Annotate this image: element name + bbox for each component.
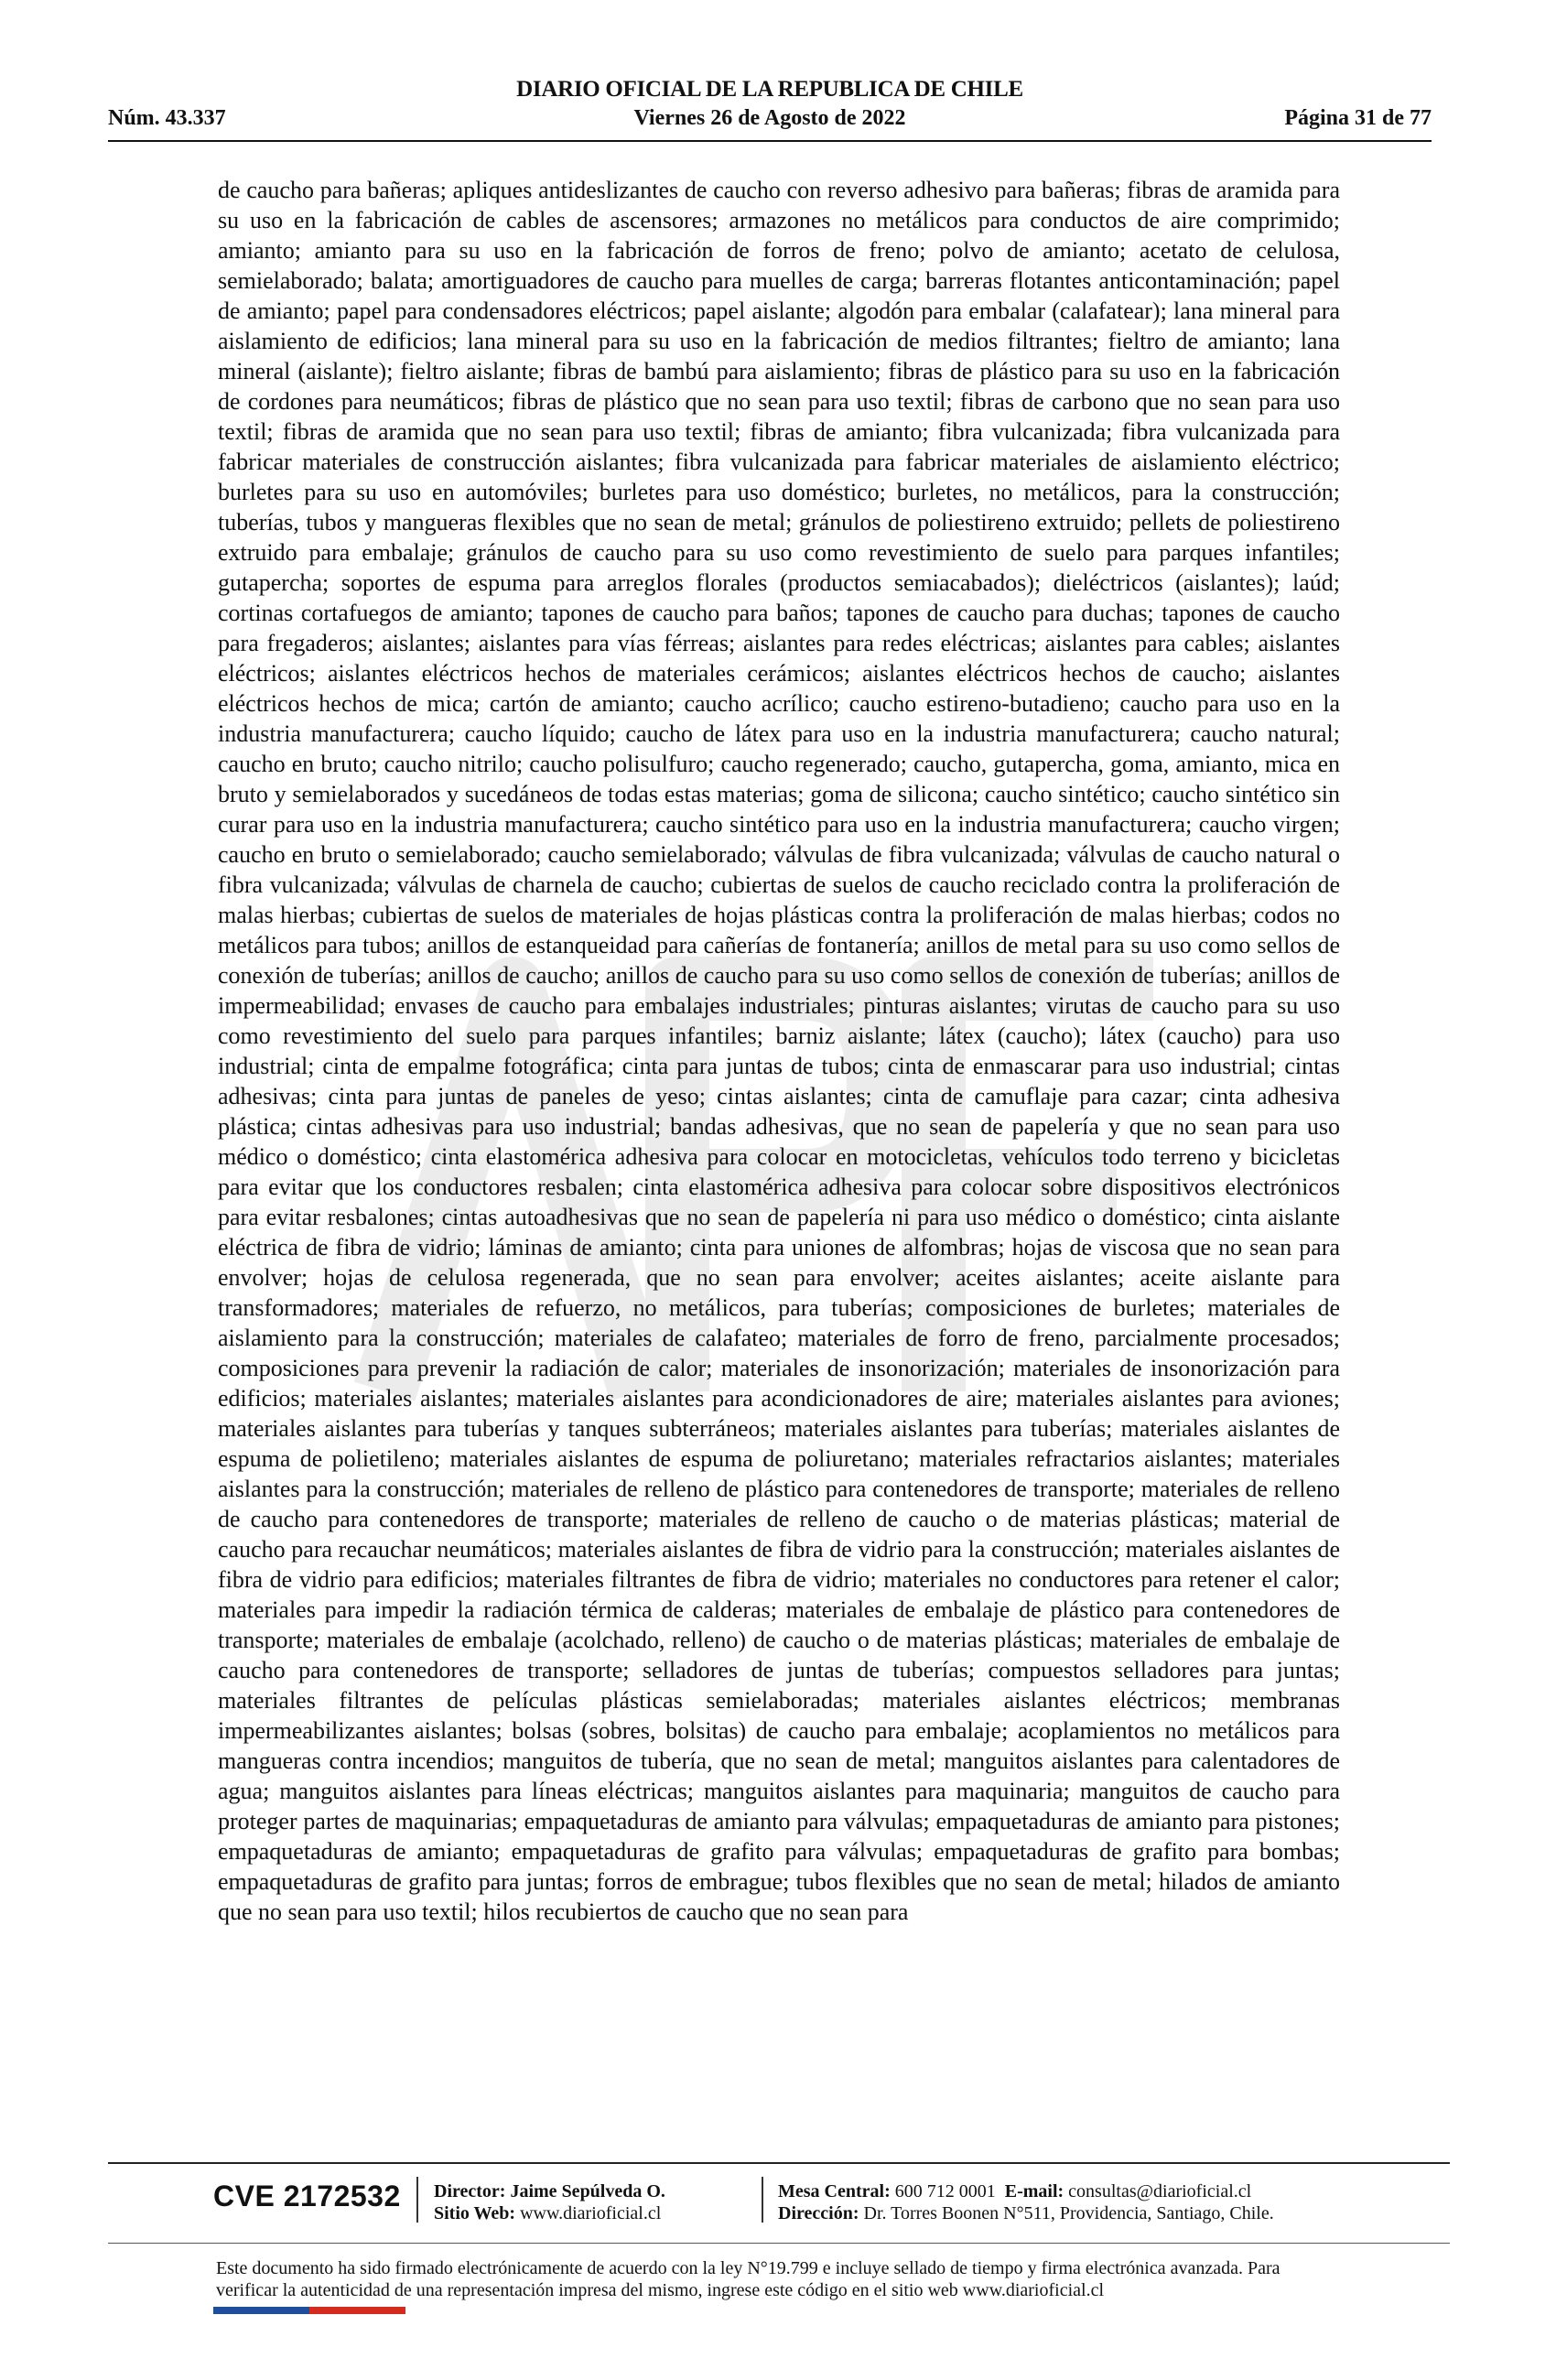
website-label: Sitio Web: xyxy=(434,2203,516,2223)
footer-contact-block xyxy=(778,2180,1274,2224)
publication-title: DIARIO OFICIAL DE LA REPUBLICA DE CHILE xyxy=(516,77,1023,102)
address-label: Dirección: xyxy=(778,2203,859,2223)
email-label: E-mail: xyxy=(1004,2181,1064,2202)
flag-blue-segment xyxy=(213,2307,309,2314)
director-name: Jaime Sepúlveda O. xyxy=(510,2181,665,2202)
footer-separator xyxy=(762,2177,763,2223)
website-link[interactable]: www.diarioficial.cl xyxy=(520,2203,662,2223)
phone-value: 600 712 0001 xyxy=(894,2181,996,2202)
flag-red-segment xyxy=(309,2307,405,2314)
page-header xyxy=(108,77,1432,137)
document-body: de caucho para bañeras; apliques antideslizantes de caucho con reverso adhesivo para bañeras; fibras de aramida para su uso en la fabricación de cables de ascensores; armazones no metálicos para conductos de aire comprimido; amianto; amianto para su uso en la fabricación de forros de freno; polvo de amianto; acetato de celulosa, semielaborado; balata; amortiguadores de caucho para muelles de carga; barreras flotantes anticontaminación; papel de amianto; papel para condensadores eléctricos; papel aislante; algodón para embalar (calafatear); lana mineral para aislamiento de edificios; lana mineral para su uso en la fabricación de medios filtrantes; fieltro de amianto; lana mineral (aislante); fieltro aislante; fibras de bambú para aislamiento; fibras de plástico para su uso en la fabricación de cordones para neumáticos; fibras de plástico que no sean para uso textil; fibras de carbono que no sean para uso textil; fibras de aramida que no sean para uso textil; fibras de amianto; fibra vulcanizada; fibra vulcanizada para fabricar materiales de construcción aislantes; fibra vulcanizada para fabricar materiales de aislamiento eléctrico; burletes para su uso en automóviles; burletes para uso doméstico; burletes, no metálicos, para la construcción; tuberías, tubos y mangueras flexibles que no sean de metal; gránulos de poliestireno extruido; pellets de poliestireno extruido para embalaje; gránulos de caucho para su uso como revestimiento de suelo para parques infantiles; gutapercha; soportes de espuma para arreglos florales (productos semiacabados); dieléctricos (aislantes); laúd; cortinas cortafuegos de amianto; tapones de caucho para baños; tapones de caucho para duchas; tapones de caucho para fregaderos; aislantes; aislantes para vías férreas; aislantes para redes eléctricas; aislantes para cables; aislantes eléctricos; aislantes eléctricos hechos de materiales cerámicos; aislantes eléctricos hechos de caucho; aislantes eléctricos hechos de mica; cartón de amianto; caucho acrílico; caucho estireno-butadieno; caucho para uso en la industria manufacturera; caucho líquido; caucho de látex para uso en la industria manufacturera; caucho natural; caucho en bruto; caucho nitrilo; caucho polisulfuro; caucho regenerado; caucho, gutapercha, goma, amianto, mica en bruto y semielaborados y sucedáneos de todas estas materias; goma de silicona; caucho sintético; caucho sintético sin curar para uso en la industria manufacturera; caucho sintético para uso en la industria manufacturera; caucho virgen; caucho en bruto o semielaborado; caucho semielaborado; válvulas de fibra vulcanizada; válvulas de caucho natural o fibra vulcanizada; válvulas de charnela de caucho; cubiertas de suelos de caucho reciclado contra la proliferación de malas hierbas; cubiertas de suelos de materiales de hojas plásticas contra la proliferación de malas hierbas; codos no metálicos para tubos; anillos de estanqueidad para cañerías de fontanería; anillos de metal para su uso como sellos de conexión de tuberías; anillos de caucho; anillos de caucho para su uso como sellos de conexión de tuberías; anillos de impermeabilidad; envases de caucho para embalajes industriales; pinturas aislantes; virutas de caucho para su uso como revestimiento del suelo para parques infantiles; barniz aislante; látex (caucho); látex (caucho) para uso industrial; cinta de empalme fotográfica; cinta para juntas de tubos; cinta de enmascarar para uso industrial; cintas adhesivas; cinta para juntas de paneles de yeso; cintas aislantes; cinta de camuflaje para cazar; cinta adhesiva plástica; cintas adhesivas para uso industrial; bandas adhesivas, que no sean de papelería y que no sean para uso médico o doméstico; cinta elastomérica adhesiva para colocar en motocicletas, vehículos todo terreno y bicicletas para evitar que los conductores resbalen; cinta elastomérica adhesiva para colocar sobre dispositivos electrónicos para evitar resbalones; cintas autoadhesivas que no sean de papelería ni para uso médico o doméstico; cinta aislante eléctrica de fibra de vidrio; láminas de amianto; cinta para uniones de alfombras; hojas de viscosa que no sean para envolver; hojas de celulosa regenerada, que no sean para envolver; aceites aislantes; aceite aislante para transformadores; materiales de refuerzo, no metálicos, para tuberías; composiciones de burletes; materiales de aislamiento para la construcción; materiales de calafateo; materiales de forro de freno, parcialmente procesados; composiciones para prevenir la radiación de calor; materiales de insonorización; materiales de insonorización para edificios; materiales aislantes; materiales aislantes para acondicionadores de aire; materiales aislantes para aviones; materiales aislantes para tuberías y tanques subterráneos; materiales aislantes para tuberías; materiales aislantes de espuma de polietileno; materiales aislantes de espuma de poliuretano; materiales refractarios aislantes; materiales aislantes para la construcción; materiales de relleno de plástico para contenedores de transporte; materiales de relleno de caucho para contenedores de transporte; materiales de relleno de caucho o de materias plásticas; material de caucho para recauchar neumáticos; materiales aislantes de fibra de vidrio para la construcción; materiales aislantes de fibra de vidrio para edificios; materiales filtrantes de fibra de vidrio; materiales no conductores para retener el calor; materiales para impedir la radiación térmica de calderas; materiales de embalaje de plástico para contenedores de transporte; materiales de embalaje (acolchado, relleno) de caucho o de materias plásticas; materiales de embalaje de caucho para contenedores de transporte; selladores de juntas de tuberías; compuestos selladores para juntas; materiales filtrantes de películas plásticas semielaboradas; materiales aislantes eléctricos; membranas impermeabilizantes aislantes; bolsas (sobres, bolsitas) de caucho para embalaje; acoplamientos no metálicos para mangueras contra incendios; manguitos de tubería, que no sean de metal; manguitos aislantes para calentadores de agua; manguitos aislantes para líneas eléctricas; manguitos aislantes para maquinaria; manguitos de caucho para proteger partes de maquinarias; empaquetaduras de amianto para válvulas; empaquetaduras de amianto para pistones; empaquetaduras de amianto; empaquetaduras de grafito para válvulas; empaquetaduras de grafito para bombas; empaquetaduras de grafito para juntas; forros de embrague; tubos flexibles que no sean de metal; hilados de amianto que no sean para uso textil; hilos recubiertos de caucho que no sean para xyxy=(218,177,1340,1925)
footer-director-block xyxy=(434,2180,665,2224)
publication-date: Viernes 26 de Agosto de 2022 xyxy=(633,106,906,130)
page-number: Página 31 de 77 xyxy=(1284,106,1432,130)
legal-notice: Este documento ha sido firmado electrónicamente de acuerdo con la ley N°19.799 e incluye sellado de tiempo y firma electrónica avanzada. Para verificar la autenticidad de una representación impresa del mismo, ingrese este código en el sitio web www.diarioficial.cl xyxy=(216,2258,1280,2300)
phone-label: Mesa Central: xyxy=(778,2181,891,2202)
address-value: Dr. Torres Boonen N°511, Providencia, Santiago, Chile. xyxy=(863,2203,1274,2223)
issue-number: Núm. 43.337 xyxy=(108,106,226,130)
email-link[interactable]: consultas@diarioficial.cl xyxy=(1068,2181,1252,2202)
footer-divider-secondary xyxy=(108,2243,1450,2244)
footer-separator xyxy=(416,2177,418,2223)
flag-stripe xyxy=(213,2307,405,2314)
cve-code: CVE 2172532 xyxy=(213,2180,401,2212)
director-label: Director: xyxy=(434,2181,506,2202)
header-divider xyxy=(108,140,1432,142)
footer-divider xyxy=(108,2162,1450,2164)
